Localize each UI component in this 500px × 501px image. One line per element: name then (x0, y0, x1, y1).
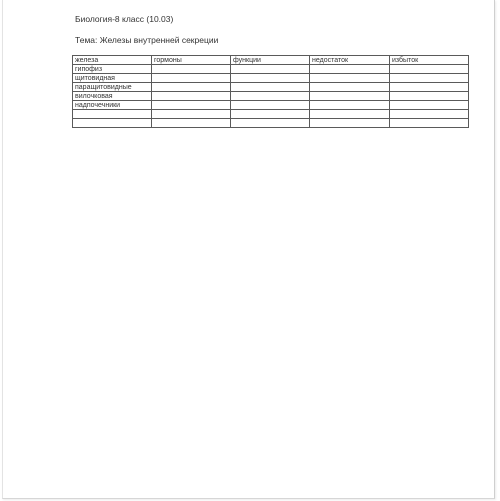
table-cell: надпочечники (73, 101, 152, 110)
header-excess: избыток (390, 56, 469, 65)
table-cell (152, 110, 231, 119)
header-gland: железа (73, 56, 152, 65)
table-header-row (73, 56, 469, 65)
table-row (73, 119, 469, 128)
table-cell (152, 92, 231, 101)
table-cell (390, 92, 469, 101)
table-row (73, 83, 469, 92)
table-cell: вилочковая (73, 92, 152, 101)
table-cell (310, 101, 390, 110)
table-row (73, 92, 469, 101)
table-cell (390, 65, 469, 74)
table-cell (231, 119, 310, 128)
table-cell (390, 119, 469, 128)
table-cell (73, 119, 152, 128)
table-cell (152, 101, 231, 110)
table-cell (231, 74, 310, 83)
header-hormones: гормоны (152, 56, 231, 65)
table-row (73, 74, 469, 83)
table-cell (310, 119, 390, 128)
document-page (2, 0, 495, 499)
table-cell (390, 101, 469, 110)
table-row (73, 101, 469, 110)
document-title: Биология-8 класс (10.03) (75, 14, 174, 24)
table-cell (152, 65, 231, 74)
table-cell (231, 110, 310, 119)
table-cell (390, 74, 469, 83)
table-cell (152, 74, 231, 83)
glands-table (72, 55, 469, 128)
table-cell (310, 92, 390, 101)
table-cell (231, 65, 310, 74)
document-topic: Тема: Железы внутренней секреции (75, 35, 219, 45)
table-cell (310, 83, 390, 92)
table-cell: щитовидная (73, 74, 152, 83)
table-cell (390, 83, 469, 92)
table-cell (73, 110, 152, 119)
header-deficiency: недостаток (310, 56, 390, 65)
table-cell (310, 74, 390, 83)
header-functions: функции (231, 56, 310, 65)
table-cell (231, 101, 310, 110)
table-cell (390, 110, 469, 119)
table-cell: паращитовидные (73, 83, 152, 92)
table-cell (310, 110, 390, 119)
table-cell (152, 83, 231, 92)
table-row (73, 65, 469, 74)
table-cell: гипофиз (73, 65, 152, 74)
table-row (73, 110, 469, 119)
table-cell (231, 83, 310, 92)
table-cell (152, 119, 231, 128)
table-cell (231, 92, 310, 101)
table-cell (310, 65, 390, 74)
